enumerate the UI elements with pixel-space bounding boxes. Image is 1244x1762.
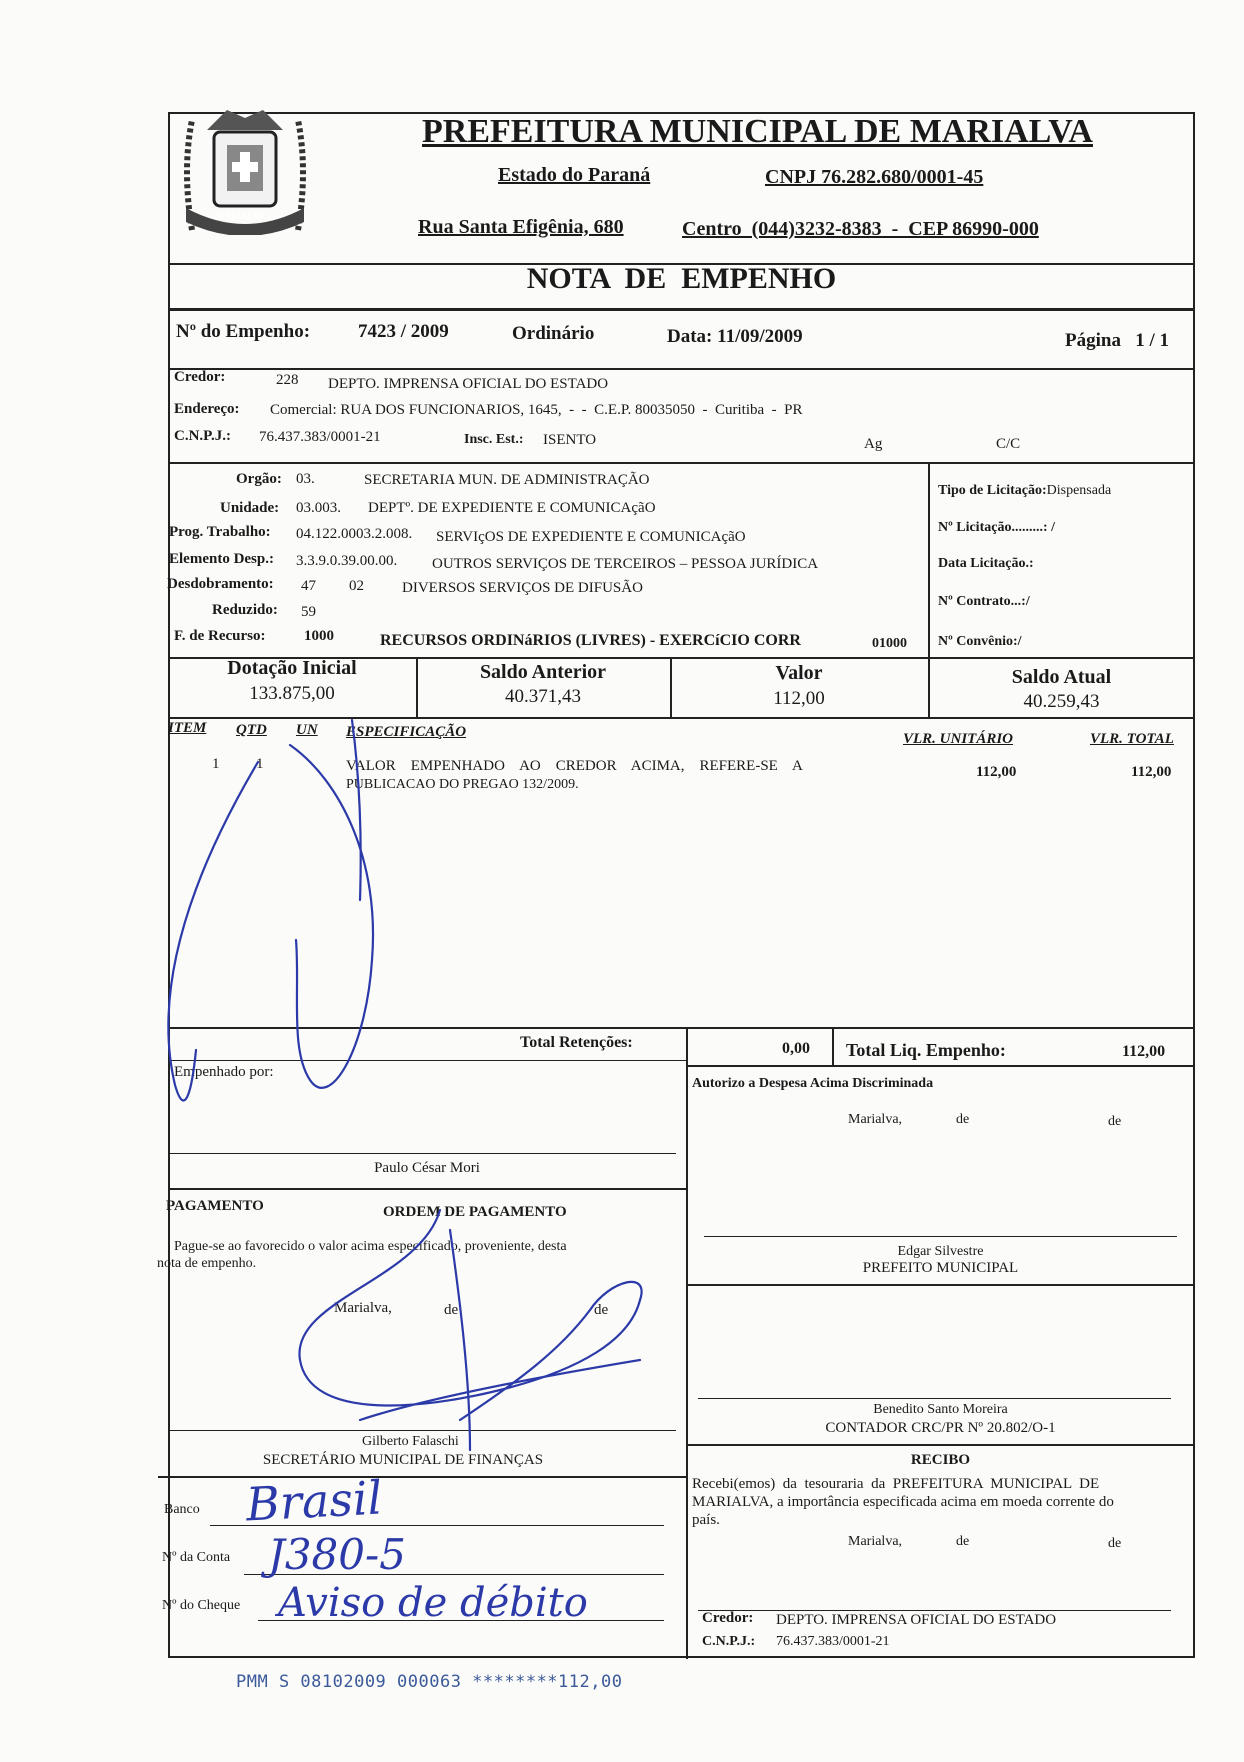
contrato: Nº Contrato...:/ xyxy=(938,594,1030,609)
recurso-label: F. de Recurso: xyxy=(174,628,266,644)
dotacao-label: Dotação Inicial xyxy=(227,657,357,679)
reduzido-code: 59 xyxy=(301,604,316,620)
item-spec-line2: PUBLICACAO DO PREGAO 132/2009. xyxy=(346,777,579,792)
ag-label: Ag xyxy=(864,436,883,452)
item-unit-value: 112,00 xyxy=(976,764,1017,780)
col-unit: VLR. UNITÁRIO xyxy=(903,731,1014,747)
licitacao-tipo: Dispensada xyxy=(1046,483,1112,498)
saldo-atual-label: Saldo Atual xyxy=(1011,666,1112,688)
item-number: 1 xyxy=(212,756,220,772)
elem-code: 3.3.9.0.39.00.00. xyxy=(296,553,398,569)
pagamento-de-1: de xyxy=(444,1302,459,1318)
credor-code: 228 xyxy=(276,372,299,388)
unidade-label: Unidade: xyxy=(220,500,280,516)
recibo-cnpj-label: C.N.P.J.: xyxy=(702,1634,756,1649)
empenhado-name: Paulo César Mori xyxy=(374,1160,480,1176)
empenho-type: Ordinário xyxy=(512,323,595,344)
item-spec-line1: VALOR EMPENHADO AO CREDOR ACIMA, REFERE-SE A xyxy=(346,758,803,774)
recibo-text-2: MARIALVA, a importância especificada acima em moeda corrente do xyxy=(692,1494,1114,1510)
autorizo-place: Marialva, xyxy=(848,1112,903,1127)
insc-label: Insc. Est.: xyxy=(464,432,524,447)
prog-name: SERVIçOS DE EXPEDIENTE E COMUNICAçãO xyxy=(436,529,746,545)
conta-handwritten: J380-5 xyxy=(268,1530,406,1579)
page-number: Página 1 / 1 xyxy=(1065,330,1169,351)
recibo-de-1: de xyxy=(956,1534,970,1549)
pagamento-text-1: Pague-se ao favorecido o valor acima especificado, proveniente, desta xyxy=(174,1239,567,1254)
credor-name: DEPTO. IMPRENSA OFICIAL DO ESTADO xyxy=(328,376,609,392)
saldo-atual-value: 40.259,43 xyxy=(1023,691,1100,712)
cheque-label: Nº do Cheque xyxy=(162,1598,241,1613)
autorizo-text: Autorizo a Despesa Acima Discriminada xyxy=(692,1076,934,1091)
orgao-label: Orgão: xyxy=(236,471,282,487)
document-title: NOTA DE EMPENHO xyxy=(526,262,837,295)
saldo-anterior-label: Saldo Anterior xyxy=(479,661,607,683)
col-item: ITEM xyxy=(168,720,207,736)
page-title: PREFEITURA MUNICIPAL DE MARIALVA xyxy=(422,113,1093,150)
total-liq-value: 112,00 xyxy=(1122,1043,1166,1060)
payment-stamp: PMM S 08102009 000063 ********112,00 xyxy=(236,1672,623,1692)
secretario-name: Gilberto Falaschi xyxy=(362,1434,459,1449)
banco-handwritten: Brasil xyxy=(244,1470,384,1532)
licitacao-num: Nº Licitação.........: / xyxy=(938,520,1055,535)
pagamento-de-2: de xyxy=(594,1302,609,1318)
header-address: Rua Santa Efigênia, 680 xyxy=(418,216,624,238)
recibo-text-3: país. xyxy=(692,1512,720,1528)
valor-label: Valor xyxy=(775,662,823,684)
recibo-text-1: Recebi(emos) da tesouraria da PREFEITURA MUNICIPAL DE xyxy=(692,1476,1100,1492)
unidade-name: DEPTº. DE EXPEDIENTE E COMUNICAçãO xyxy=(368,500,656,516)
item-qtd: 1 xyxy=(256,756,264,772)
empenhado-label: Empenhado por: xyxy=(174,1064,274,1080)
dotacao-value: 133.875,00 xyxy=(249,683,335,704)
total-retencoes-label: Total Retenções: xyxy=(520,1034,633,1051)
contador-name: Benedito Santo Moreira xyxy=(873,1402,1008,1417)
contador-title: CONTADOR CRC/PR Nº 20.802/O-1 xyxy=(825,1420,1056,1436)
recurso-num: 01000 xyxy=(872,636,907,651)
desd-a: 47 xyxy=(301,578,316,594)
secretario-title: SECRETÁRIO MUNICIPAL DE FINANÇAS xyxy=(262,1452,544,1468)
desd-b: 02 xyxy=(349,578,364,594)
recibo-credor-name: DEPTO. IMPRENSA OFICIAL DO ESTADO xyxy=(776,1612,1057,1628)
empenho-number-label: Nº do Empenho: xyxy=(176,321,311,342)
total-liq-label: Total Liq. Empenho: xyxy=(846,1040,1006,1060)
total-retencoes-value: 0,00 xyxy=(782,1040,810,1057)
recibo-place: Marialva, xyxy=(848,1534,903,1549)
col-qtd: QTD xyxy=(236,722,267,738)
cheque-handwritten: Aviso de débito xyxy=(278,1580,588,1626)
pagamento-label: PAGAMENTO xyxy=(166,1198,264,1214)
elem-name: OUTROS SERVIÇOS DE TERCEIROS – PESSOA JURÍDICA xyxy=(432,556,819,572)
state-name: Estado do Paraná xyxy=(498,164,651,186)
autorizo-de-1: de xyxy=(956,1112,970,1127)
recibo-credor-label: Credor: xyxy=(702,1610,754,1626)
conta-label: Nº da Conta xyxy=(162,1550,231,1565)
address-label: Endereço: xyxy=(174,401,240,417)
recibo-label: RECIBO xyxy=(910,1452,971,1468)
orgao-name: SECRETARIA MUN. DE ADMINISTRAÇÃO xyxy=(364,472,650,488)
saldo-anterior-value: 40.371,43 xyxy=(505,686,581,707)
prefeito-title: PREFEITO MUNICIPAL xyxy=(862,1260,1019,1276)
desd-name: DIVERSOS SERVIÇOS DE DIFUSÃO xyxy=(402,580,643,596)
banco-label: Banco xyxy=(164,1502,200,1517)
convenio: Nº Convênio:/ xyxy=(938,634,1022,649)
prefeito-name: Edgar Silvestre xyxy=(897,1244,984,1259)
col-spec: ESPECIFICAÇÃO xyxy=(346,724,467,740)
ordem-pagamento: ORDEM DE PAGAMENTO xyxy=(383,1204,567,1220)
coat-of-arms-text: MARIALVA xyxy=(216,211,265,221)
autorizo-de-2: de xyxy=(1108,1114,1122,1129)
orgao-code: 03. xyxy=(296,471,315,487)
coat-of-arms xyxy=(172,100,318,235)
credor-label: Credor: xyxy=(174,369,226,385)
recurso-name: RECURSOS ORDINáRIOS (LIVRES) - EXERCíCIO CORR xyxy=(380,632,801,649)
insc-value: ISENTO xyxy=(543,432,597,448)
credor-cnpj-label: C.N.P.J.: xyxy=(174,428,231,444)
credor-cnpj: 76.437.383/0001-21 xyxy=(259,429,381,445)
prog-code: 04.122.0003.2.008. xyxy=(296,526,413,542)
recibo-de-2: de xyxy=(1108,1536,1122,1551)
cc-label: C/C xyxy=(996,436,1021,452)
pagamento-place: Marialva, xyxy=(334,1300,392,1316)
recibo-cnpj: 76.437.383/0001-21 xyxy=(776,1634,890,1649)
licitacao-data: Data Licitação.: xyxy=(938,556,1034,571)
elem-label: Elemento Desp.: xyxy=(169,551,274,567)
empenho-date: Data: 11/09/2009 xyxy=(667,326,803,347)
desd-label: Desdobramento: xyxy=(167,576,274,592)
prog-label: Prog. Trabalho: xyxy=(169,524,271,540)
licitacao-tipo-label: Tipo de Licitação:Dispensada xyxy=(938,483,1112,498)
col-total: VLR. TOTAL xyxy=(1090,731,1174,747)
unidade-code: 03.003. xyxy=(296,500,341,516)
empenho-number: 7423 / 2009 xyxy=(358,321,449,342)
col-un: UN xyxy=(296,722,318,738)
credor-address: Comercial: RUA DOS FUNCIONARIOS, 1645, - - C.E.P. 80035050 - Curitiba - PR xyxy=(270,402,803,418)
valor-value: 112,00 xyxy=(773,688,825,709)
header-contact: Centro (044)3232-8383 - CEP 86990-000 xyxy=(682,218,1039,240)
reduzido-label: Reduzido: xyxy=(212,602,278,618)
item-total-value: 112,00 xyxy=(1131,764,1172,780)
pagamento-text-2: nota de empenho. xyxy=(157,1256,257,1271)
header-cnpj: CNPJ 76.282.680/0001-45 xyxy=(765,166,984,188)
recurso-code: 1000 xyxy=(304,628,334,644)
